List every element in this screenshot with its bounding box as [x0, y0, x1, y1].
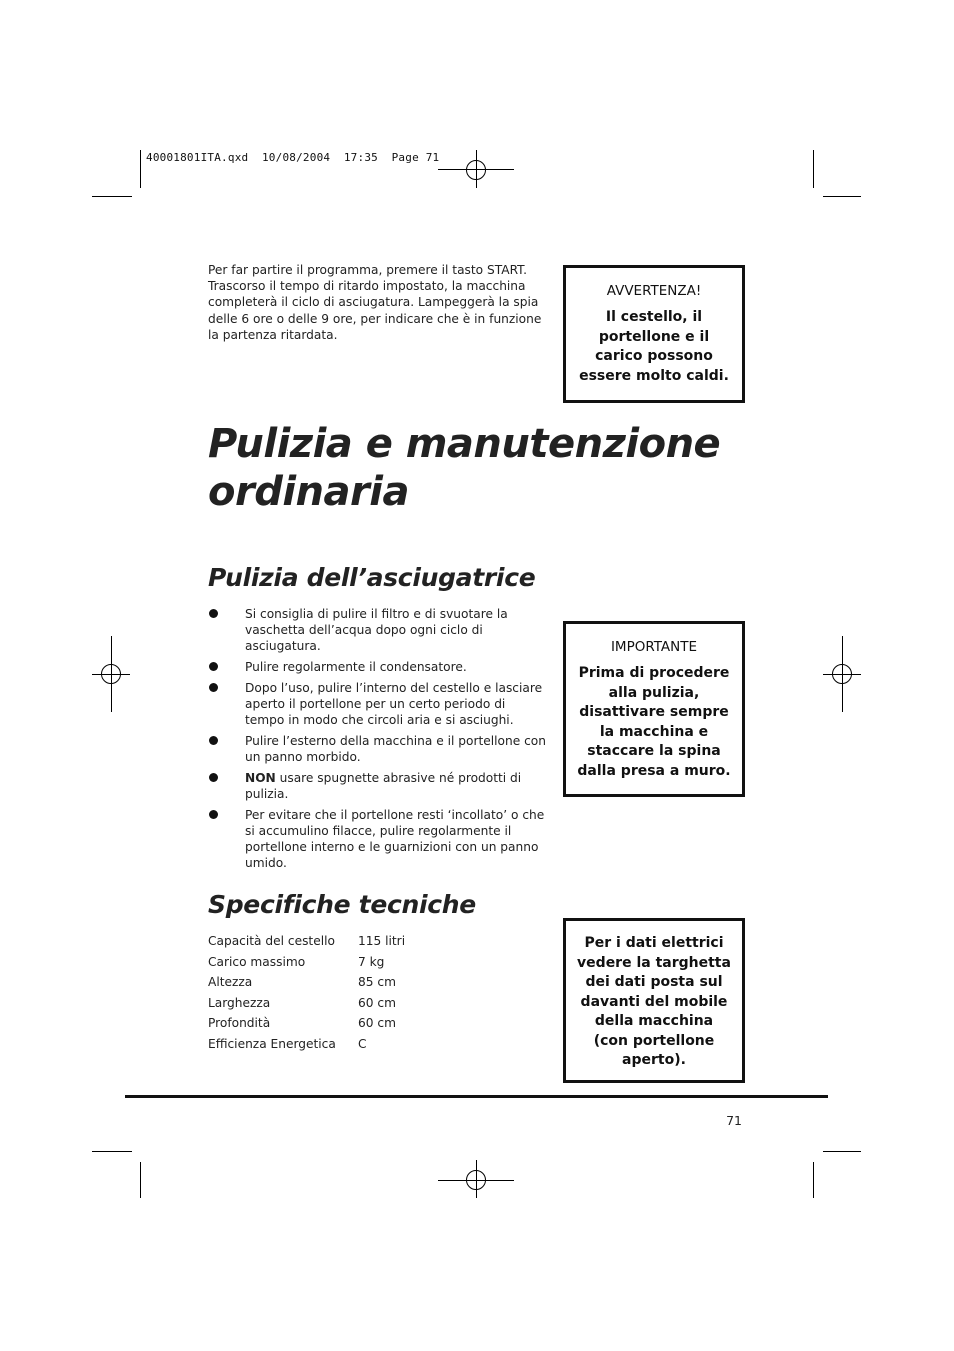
page-title-line: Pulizia e manutenzione [208, 421, 721, 467]
crop-mark [140, 150, 141, 188]
list-item-text: Pulire regolarmente il condensatore. [245, 660, 467, 674]
spec-label: Altezza [208, 975, 253, 989]
spec-label: Profondità [208, 1016, 271, 1030]
important-box [563, 621, 745, 797]
cleaning-list [208, 606, 548, 876]
list-item [208, 606, 548, 654]
spec-label: Larghezza [208, 995, 271, 1010]
list-item [208, 733, 548, 765]
registration-line [438, 169, 514, 170]
bullet-icon [209, 773, 218, 782]
warning-box [563, 265, 745, 403]
bullet-icon [209, 736, 218, 745]
crop-mark [92, 196, 132, 197]
page-title-line: ordinaria [208, 469, 409, 515]
registration-line [823, 674, 861, 675]
warning-heading: AVVERTENZA! [606, 283, 702, 299]
list-item [208, 770, 548, 802]
important-body: Prima di procedere alla pulizia, disattivare sempre la macchina e staccare la spina dalla presa a muro. [577, 665, 731, 779]
spec-label: Carico massimo [208, 954, 306, 969]
warning-body: Il cestello, il portellone e il carico possono essere molto caldi. [579, 309, 729, 384]
file-slug: 40001801ITA.qxd 10/08/2004 17:35 Page 71 [146, 151, 440, 164]
registration-line [476, 1160, 477, 1198]
spec-value: 60 cm [358, 995, 396, 1010]
list-item-text: Per evitare che il portellone resti ‘incollato’ o che si accumulino filacce, pulire regolarmente il portellone interno e le guarnizioni con un panno umido. [245, 808, 545, 870]
spec-value: 60 cm [358, 1016, 396, 1030]
bullet-icon [209, 683, 218, 692]
list-item [208, 659, 548, 675]
list-item [208, 680, 548, 728]
spec-value: 115 litri [358, 934, 406, 948]
crop-mark [813, 150, 814, 188]
list-item-text: Pulire l’esterno della macchina e il portellone con un panno morbido. [245, 734, 546, 764]
section-heading-specs: Specifiche tecniche [208, 890, 476, 919]
spec-value: 85 cm [358, 975, 396, 989]
bullet-icon [209, 609, 218, 618]
spec-value: 7 kg [358, 954, 385, 969]
section-heading-cleaning: Pulizia dell’asciugatrice [208, 563, 536, 592]
crop-mark [823, 1151, 861, 1152]
list-item-text: Dopo l’uso, pulire l’interno del cestello e lasciare aperto il portellone per un certo periodo di tempo in modo che circoli aria e si asciughi. [245, 681, 543, 727]
crop-mark [140, 1162, 141, 1198]
electrical-info-box [563, 918, 745, 1083]
crop-mark [92, 1151, 132, 1152]
crop-mark [813, 1162, 814, 1198]
spec-value: C [358, 1036, 367, 1051]
page-title [208, 420, 720, 516]
registration-line [92, 674, 130, 675]
bullet-icon [209, 810, 218, 819]
electrical-info-body: Per i dati elettrici vedere la targhetta dei dati posta sul davanti del mobile della macchina (con portellone aperto). [577, 935, 731, 1068]
emphasis-text: NON [245, 771, 276, 785]
list-item [208, 807, 548, 871]
bullet-icon [209, 662, 218, 671]
spec-label: Capacità del cestello [208, 934, 335, 948]
registration-line [438, 1180, 514, 1181]
important-heading: IMPORTANTE [610, 639, 698, 655]
list-item-text: usare spugnette abrasive né prodotti di pulizia. [245, 771, 522, 801]
page-number: 71 [726, 1113, 742, 1128]
footer-rule [125, 1095, 828, 1098]
crop-mark [823, 196, 861, 197]
spec-label: Efficienza Energetica [208, 1036, 336, 1051]
list-item-text: Si consiglia di pulire il filtro e di svuotare la vaschetta dell’acqua dopo ogni ciclo di asciugatura. [245, 607, 508, 653]
intro-paragraph: Per far partire il programma, premere il tasto START. Trascorso il tempo di ritardo impostato, la macchina completerà il ciclo di asciugatura. Lampeggerà la spia delle 6 ore o delle 9 ore, per indicare che è in funzione la partenza ritardata. [208, 263, 542, 342]
